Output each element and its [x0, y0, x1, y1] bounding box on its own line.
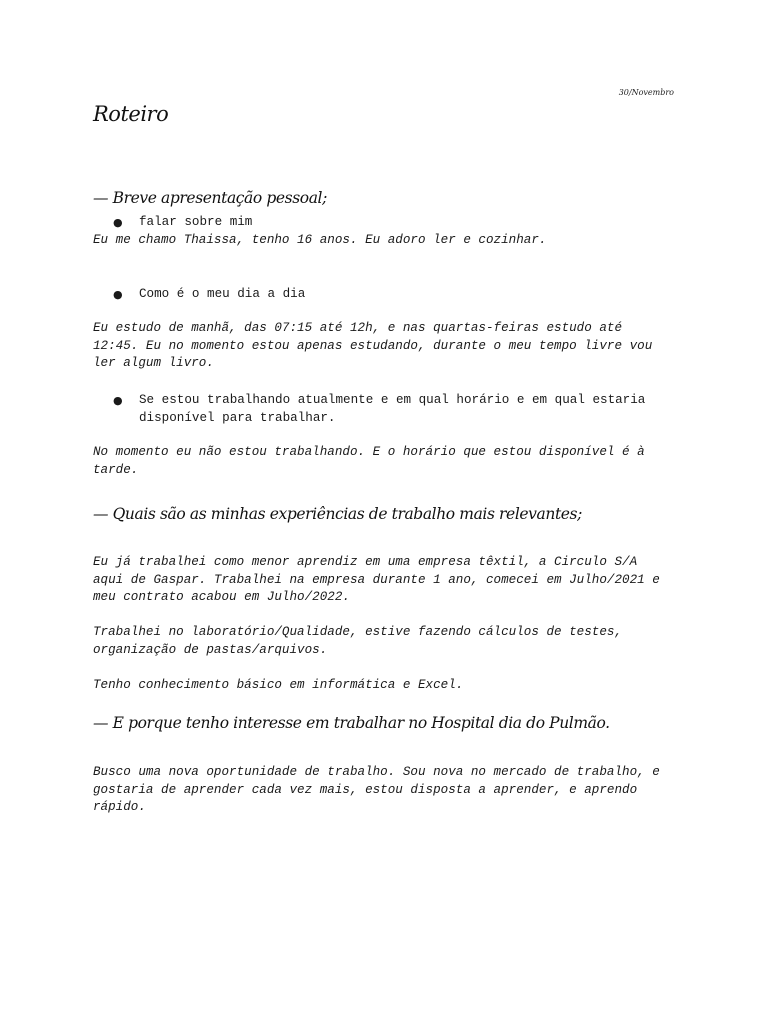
bullet-item-availability [113, 392, 673, 427]
bullet-text: Como é o meu dia a dia [139, 287, 306, 301]
experience-paragraph-2: Trabalhei no laboratório/Qualidade, estive fazendo cálculos de testes, organização de pastas/arquivos. [93, 625, 623, 657]
experience-paragraph-3: Tenho conhecimento básico em informática e Excel. [93, 678, 464, 692]
section-heading-experience: — Quais são as minhas experiências de trabalho mais relevantes; [93, 505, 582, 523]
bullet-dot-icon: ● [113, 394, 123, 407]
document-date: 30/Novembro [618, 88, 674, 97]
document-title: Roteiro [93, 102, 169, 126]
experience-paragraph-1: Eu já trabalhei como menor aprendiz em uma empresa têxtil, a Circulo S/A aqui de Gaspar. Trabalhei na empresa durante 1 ano, comecei em Julho/2021 e meu contrato acabou em Julho/2022. [93, 555, 660, 604]
answer-availability: No momento eu não estou trabalhando. E o horário que estou disponível é à tarde. [93, 445, 645, 477]
interest-paragraph-1: Busco uma nova oportunidade de trabalho. Sou nova no mercado de trabalho, e gostaria de aprender cada vez mais, estou disposta a aprender, e aprendo rápido. [93, 765, 660, 814]
bullet-dot-icon: ● [113, 288, 123, 301]
answer-daily-routine: Eu estudo de manhã, das 07:15 até 12h, e nas quartas-feiras estudo até 12:45. Eu no momento estou apenas estudando, durante o meu tempo livre vou ler algum livro. [93, 321, 653, 370]
bullet-text: falar sobre mim [139, 215, 253, 229]
answer-about-me: Eu me chamo Thaissa, tenho 16 anos. Eu adoro ler e cozinhar. [93, 233, 547, 247]
section-heading-presentation: — Breve apresentação pessoal; [93, 189, 327, 207]
bullet-dot-icon: ● [113, 216, 123, 229]
bullet-item-daily-routine [113, 286, 673, 304]
section-heading-interest: — E porque tenho interesse em trabalhar no Hospital dia do Pulmão. [93, 714, 610, 732]
bullet-text: Se estou trabalhando atualmente e em qual horário e em qual estaria disponível para trabalhar. [139, 393, 646, 425]
bullet-item-about-me [113, 214, 673, 232]
